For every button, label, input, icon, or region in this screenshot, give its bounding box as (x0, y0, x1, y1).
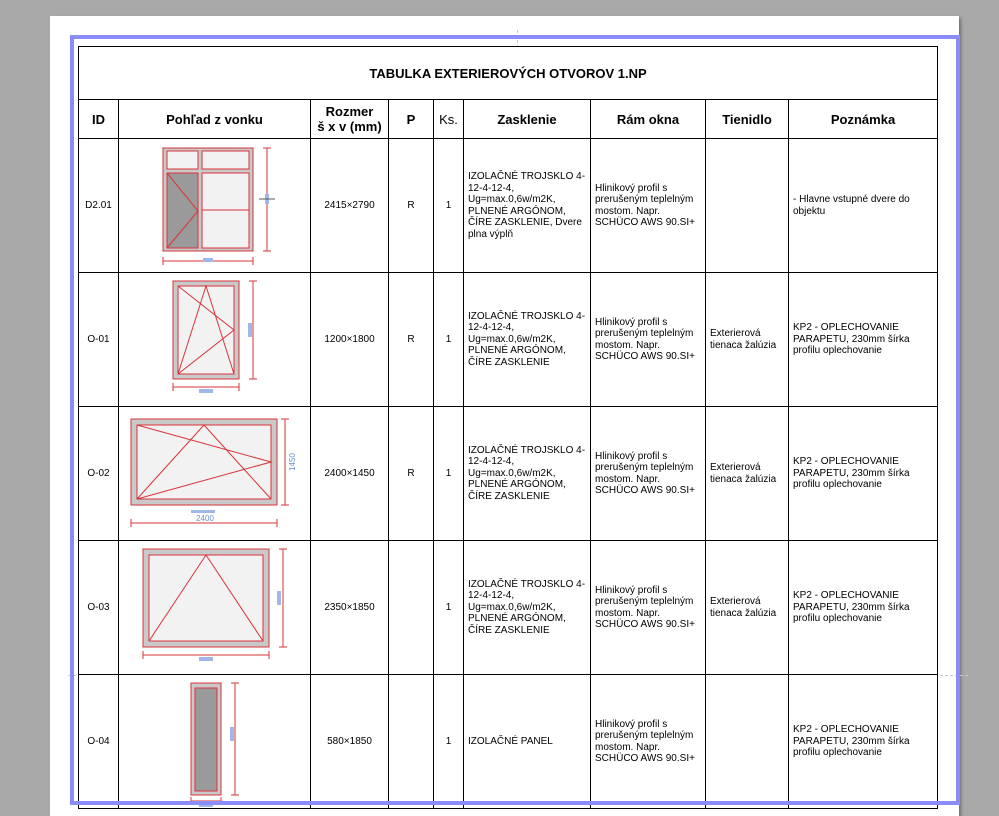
cell-frame[interactable]: Hlinikový profil s prerušeným teplelným mostom. Napr. SCHÜCO AWS 90.SI+ (591, 273, 706, 407)
cell-size[interactable]: 2350×1850 (311, 541, 389, 675)
cell-glazing[interactable]: IZOLAČNÉ TROJSKLO 4-12-4-12-4, Ug=max.0,6w/m2K, PLNENÉ ARGÓNOM, ČÍRE ZASKLENIE, Dvere plna výplň (464, 139, 591, 273)
cell-note[interactable]: - Hlavne vstupné dvere do objektu (789, 139, 938, 273)
header-shade[interactable]: Tienidlo (706, 100, 789, 139)
header-p[interactable]: P (389, 100, 434, 139)
cell-size[interactable]: 2415×2790 (311, 139, 389, 273)
cell-ks[interactable]: 1 (434, 273, 464, 407)
cell-p[interactable]: R (389, 139, 434, 273)
header-note[interactable]: Poznámka (789, 100, 938, 139)
header-glazing[interactable]: Zasklenie (464, 100, 591, 139)
cell-size[interactable]: 1200×1800 (311, 273, 389, 407)
cell-id[interactable]: D2.01 (79, 139, 119, 273)
header-frame[interactable]: Rám okna (591, 100, 706, 139)
cell-id[interactable]: O-04 (79, 675, 119, 809)
cell-glazing[interactable]: IZOLAČNÉ TROJSKLO 4-12-4-12-4, Ug=max.0,6w/m2K, PLNENÉ ARGÓNOM, ČÍRE ZASKLENIE (464, 273, 591, 407)
cell-id[interactable]: O-01 (79, 273, 119, 407)
cell-frame[interactable]: Hlinikový profil s prerušeným teplelným mostom. Napr. SCHÜCO AWS 90.SI+ (591, 541, 706, 675)
cell-note[interactable]: KP2 - OPLECHOVANIE PARAPETU, 230mm šírka profilu oplechovanie (789, 407, 938, 541)
dimension-width-label: 2400 (196, 514, 214, 523)
cell-glazing[interactable]: IZOLAČNÉ TROJSKLO 4-12-4-12-4, Ug=max.0,6w/m2K, PLNENÉ ARGÓNOM, ČÍRE ZASKLENIE (464, 541, 591, 675)
header-size-line1: Rozmer (325, 104, 374, 119)
cell-shade[interactable]: Exterierová tienaca žalúzia (706, 541, 789, 675)
cell-shade[interactable]: Exterierová tienaca žalúzia (706, 407, 789, 541)
cell-frame[interactable]: Hlinikový profil s prerušeným teplelným mostom. Napr. SCHÜCO AWS 90.SI+ (591, 139, 706, 273)
cell-note[interactable]: KP2 - OPLECHOVANIE PARAPETU, 230mm šírka profilu oplechovanie (789, 273, 938, 407)
header-view[interactable]: Pohľad z vonku (119, 100, 311, 139)
selection-frame (70, 35, 960, 805)
cell-ks[interactable]: 1 (434, 675, 464, 809)
cell-ks[interactable]: 1 (434, 541, 464, 675)
cell-note[interactable]: KP2 - OPLECHOVANIE PARAPETU, 230mm šírka profilu oplechovanie (789, 541, 938, 675)
cell-p[interactable]: R (389, 273, 434, 407)
cell-shade[interactable]: Exterierová tienaca žalúzia (706, 273, 789, 407)
cell-size[interactable]: 2400×1450 (311, 407, 389, 541)
header-id[interactable]: ID (79, 100, 119, 139)
cell-frame[interactable]: Hlinikový profil s prerušeným teplelným mostom. Napr. SCHÜCO AWS 90.SI+ (591, 675, 706, 809)
table-title[interactable]: TABULKA EXTERIEROVÝCH OTVOROV 1.NP (79, 47, 938, 100)
cell-glazing[interactable]: IZOLAČNÉ TROJSKLO 4-12-4-12-4, Ug=max.0,6w/m2K, PLNENÉ ARGÓNOM, ČÍRE ZASKLENIE (464, 407, 591, 541)
cell-id[interactable]: O-02 (79, 407, 119, 541)
cell-ks[interactable]: 1 (434, 139, 464, 273)
cell-note[interactable]: KP2 - OPLECHOVANIE PARAPETU, 230mm šírka profilu oplechovanie (789, 675, 938, 809)
cell-p[interactable]: R (389, 407, 434, 541)
cell-size[interactable]: 580×1850 (311, 675, 389, 809)
dimension-height-label: 1450 (288, 453, 297, 471)
cell-ks[interactable]: 1 (434, 407, 464, 541)
cell-frame[interactable]: Hlinikový profil s prerušeným teplelným mostom. Napr. SCHÜCO AWS 90.SI+ (591, 407, 706, 541)
header-size-line2: š x v (mm) (317, 119, 382, 134)
header-ks[interactable]: Ks. (434, 100, 464, 139)
cell-id[interactable]: O-03 (79, 541, 119, 675)
cell-glazing[interactable]: IZOLAČNÉ PANEL (464, 675, 591, 809)
